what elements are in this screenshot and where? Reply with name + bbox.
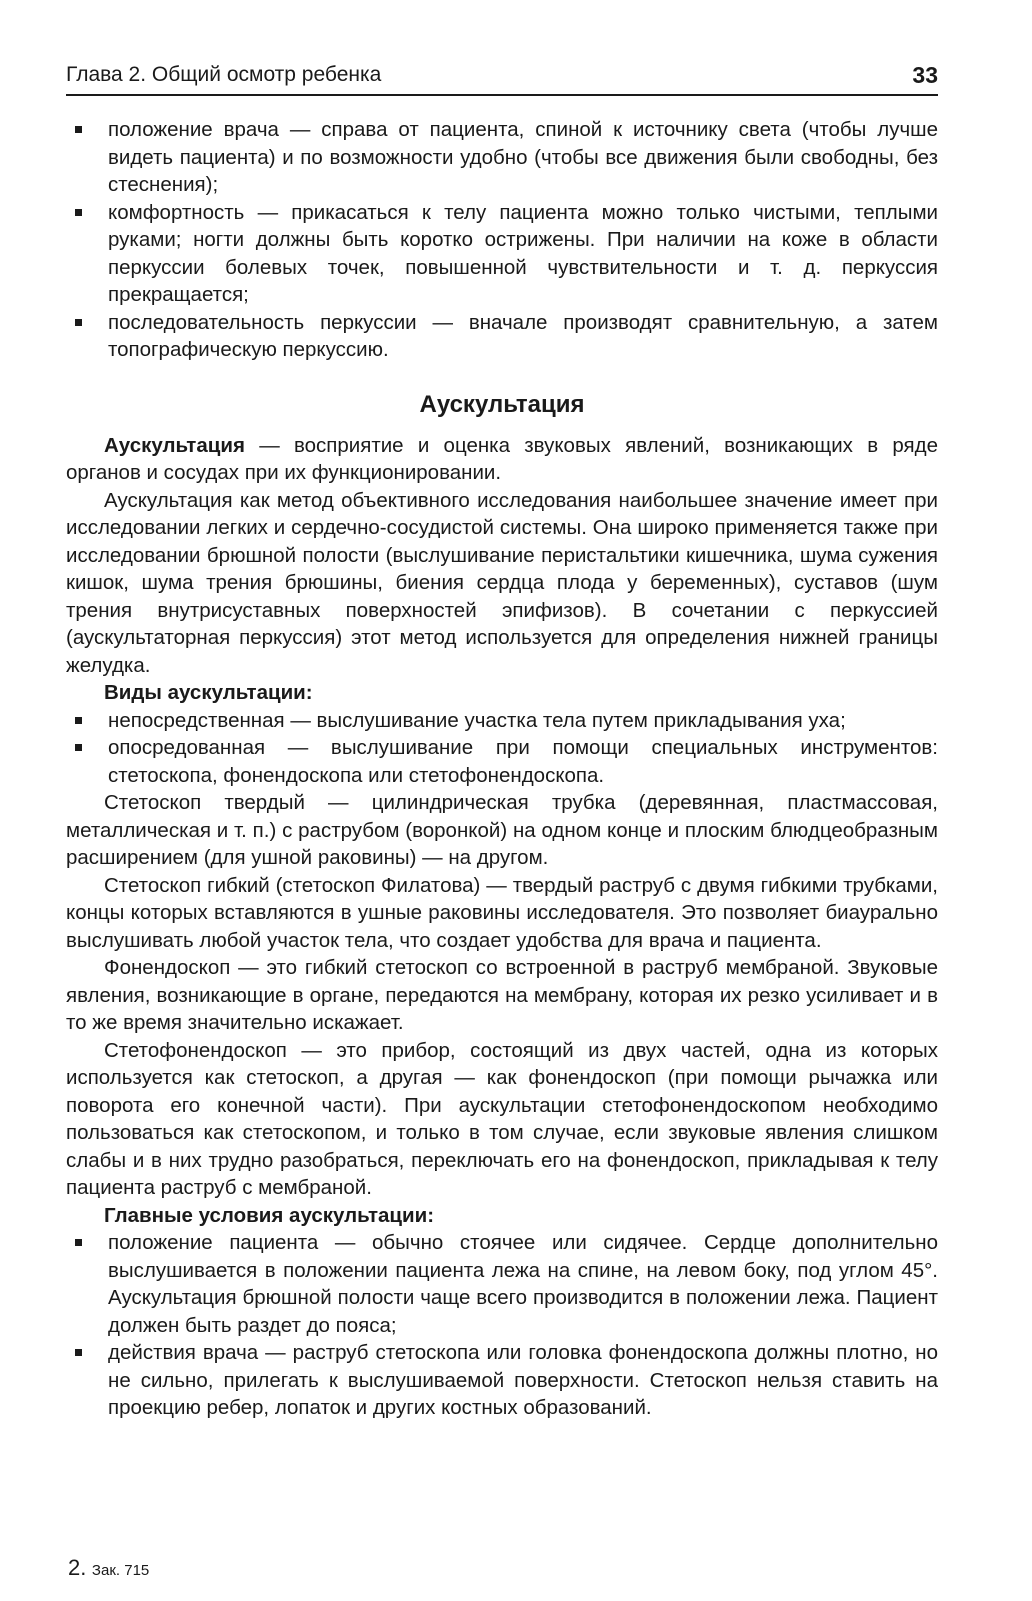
definition-term: Аускультация bbox=[104, 433, 245, 457]
page-content bbox=[66, 116, 938, 1422]
auscultation-conditions-list bbox=[66, 1229, 938, 1422]
definition-paragraph bbox=[66, 432, 938, 487]
paragraph-rigid-stethoscope: Стетоскоп твердый — цилиндрическая трубка (деревянная, пластмассовая, металлическая и т. п.) с раструбом (воронкой) на одном конце и плоским блюдцеобразным расширением (для ушной раковины) — на другом. bbox=[66, 791, 938, 869]
types-heading: Виды аускультации: bbox=[104, 681, 313, 704]
chapter-title: Глава 2. Общий осмотр ребенка bbox=[66, 63, 382, 86]
paragraph-flexible-stethoscope: Стетоскоп гибкий (стетоскоп Филатова) — твердый раструб с двумя гибкими трубками, концы которых вставляются в ушные раковины исследователя. Это позволяет биаурально выслушивать любой участок тела, что создает удобства для врача и пациента. bbox=[66, 873, 938, 952]
list-item: последовательность перкуссии — вначале производят сравнительную, а затем топографическую перкуссию. bbox=[66, 309, 938, 364]
page-footer bbox=[68, 1556, 149, 1583]
page-number: 33 bbox=[912, 62, 938, 88]
list-item: положение пациента — обычно стоячее или сидячее. Сердце дополнительно выслушивается в положении пациента лежа на спине, на левом боку, под углом 45°. Аускультация брюшной полости чаще всего производится в положении лежа. Пациент должен быть раздет до пояса; bbox=[66, 1229, 938, 1339]
list-item: действия врача — раструб стетоскопа или головка фонендоскопа должны плотно, но не сильно, прилегать к выслушиваемой поверхности. Стетоскоп нельзя ставить на проекцию ребер, лопаток и других костных образований. bbox=[66, 1339, 938, 1422]
paragraph-stethophonendoscope: Стетофонендоскоп — это прибор, состоящий из двух частей, одна из которых используется как стетоскоп, а другая — как фонендоскоп (при помощи рычажка или поворота его конечной части). При аускультации стетофонендоскопом необходимо пользоваться как стетоскопом, и только в том случае, если звуковые явления слишком слабы и в них трудно разобраться, переключать его на фонендоскоп, прикладывая к телу пациента раструб с мембраной. bbox=[66, 1038, 938, 1199]
list-item: непосредственная — выслушивание участка тела путем прикладывания уха; bbox=[66, 707, 938, 735]
method-paragraph: Аускультация как метод объективного исследования наибольшее значение имеет при исследовании легких и сердечно-сосудистой системы. Она широко применяется также при исследовании брюшной полости (выслушивание перистальтики кишечника, шума сужения кишок, шума трения брюшины, биения сердца плода у беременных), суставов (шум трения внутрисуставных поверхностей эпифизов). В сочетании с перкуссией (аускультаторная перкуссия) этот метод используется для определения нижней границы желудка. bbox=[66, 488, 938, 677]
running-header bbox=[66, 62, 938, 96]
list-item: опосредованная — выслушивание при помощи специальных инструментов: стетоскопа, фонендоскопа или стетофонендоскопа. bbox=[66, 734, 938, 789]
definition-text: — восприятие и оценка звуковых явлений, возникающих в ряде органов и сосудах при их функционировании. bbox=[66, 433, 938, 484]
section-heading: Аускультация bbox=[419, 390, 585, 418]
sheet-number: 2. bbox=[68, 1555, 87, 1580]
list-item: комфортность — прикасаться к телу пациента можно только чистыми, теплыми руками; ногти должны быть коротко острижены. При наличии на коже в области перкуссии болевых точек, повышенной чувствительности и т. д. перкуссия прекращается; bbox=[66, 199, 938, 309]
conditions-heading: Главные условия аускультации: bbox=[104, 1203, 435, 1227]
order-number: Зак. 715 bbox=[91, 1562, 150, 1579]
book-page bbox=[66, 62, 938, 1422]
auscultation-types-list bbox=[66, 707, 938, 790]
paragraph-phonendoscope: Фонендоскоп — это гибкий стетоскоп со встроенной в раструб мембраной. Звуковые явления, возникающие в органе, передаются на мембрану, которая их резко усиливает и в то же время значительно искажает. bbox=[66, 956, 938, 1034]
list-item: положение врача — справа от пациента, спиной к источнику света (чтобы лучше видеть пациента) и по возможности удобно (чтобы все движения были свободны, без стеснения); bbox=[66, 116, 938, 199]
percussion-conditions-list bbox=[66, 116, 938, 364]
